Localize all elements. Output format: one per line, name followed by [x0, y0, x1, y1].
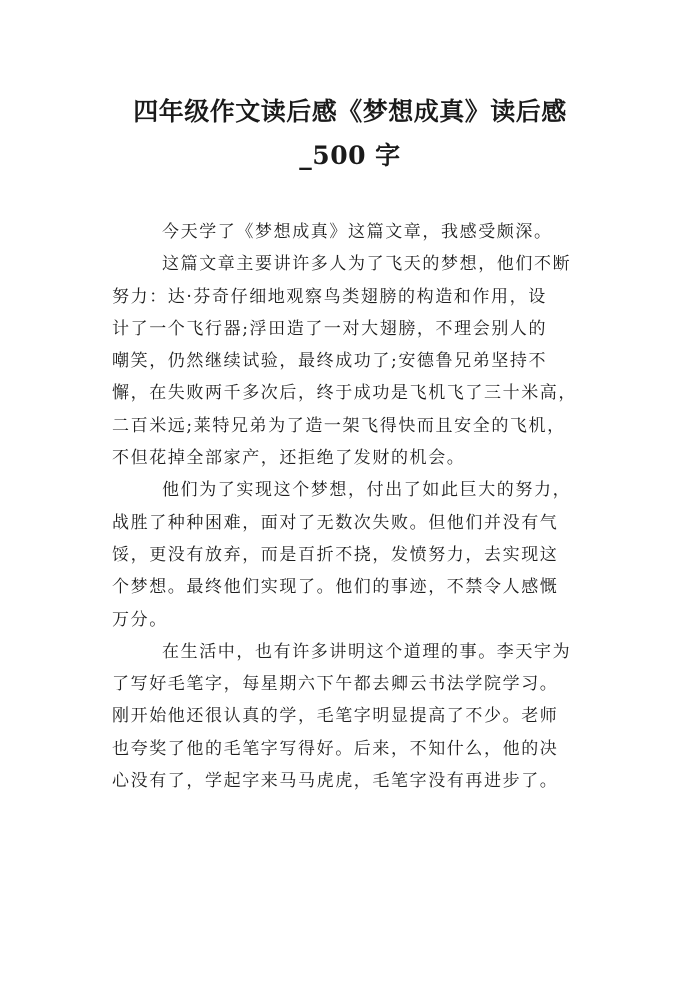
title-line-1: 四年级作文读后感《梦想成真》读后感 [133, 97, 567, 126]
text-line: 计了一个飞行器;浮田造了一对大翅膀，不理会别人的 [112, 318, 548, 339]
text-line: 了写好毛笔字，每星期六下午都去卿云书法学院学习。 [112, 674, 559, 695]
text-line: 战胜了种种困难，面对了无数次失败。但他们并没有气 [112, 512, 559, 533]
text-line: 馁，更没有放弃，而是百折不挠，发愤努力，去实现这 [112, 544, 559, 565]
text-line: 二百米远;莱特兄弟为了造一架飞得快而且安全的飞机， [112, 415, 566, 436]
text-line: 心没有了，学起字来马马虎虎，毛笔字没有再进步了。 [112, 771, 559, 792]
text-line: 万分。 [112, 609, 168, 630]
text-line: 嘲笑，仍然继续试验，最终成功了;安德鲁兄弟坚持不 [112, 351, 548, 372]
paragraph-2 [112, 248, 592, 474]
text-line: 也夸奖了他的毛笔字写得好。后来，不知什么，他的决 [112, 738, 559, 759]
text-line: 不但花掉全部家产，还拒绝了发财的机会。 [112, 448, 466, 469]
text-line: 他们为了实现这个梦想，付出了如此巨大的努力， [162, 480, 572, 501]
text-line: 在生活中，也有许多讲明这个道理的事。李天宇为 [162, 641, 572, 662]
paragraph-1 [112, 216, 592, 248]
paragraph-4 [112, 636, 592, 797]
text-line: 个梦想。最终他们实现了。他们的事迹，不禁令人感慨 [112, 577, 559, 598]
text-line: 努力：达·芬奇仔细地观察鸟类翅膀的构造和作用，设 [112, 286, 547, 307]
text-line: 懈，在失败两千多次后，终于成功是飞机飞了三十米高， [112, 383, 577, 404]
text-line: 今天学了《梦想成真》这篇文章，我感受颇深。 [162, 222, 553, 242]
text-line: 刚开始他还很认真的学，毛笔字明显提高了不少。老师 [112, 706, 559, 727]
paragraph-3 [112, 474, 592, 635]
text-line: 这篇文章主要讲许多人为了飞天的梦想，他们不断 [162, 254, 572, 275]
title-line-2: _500 字 [299, 141, 401, 170]
page-title [120, 90, 580, 178]
article-body [112, 216, 592, 797]
